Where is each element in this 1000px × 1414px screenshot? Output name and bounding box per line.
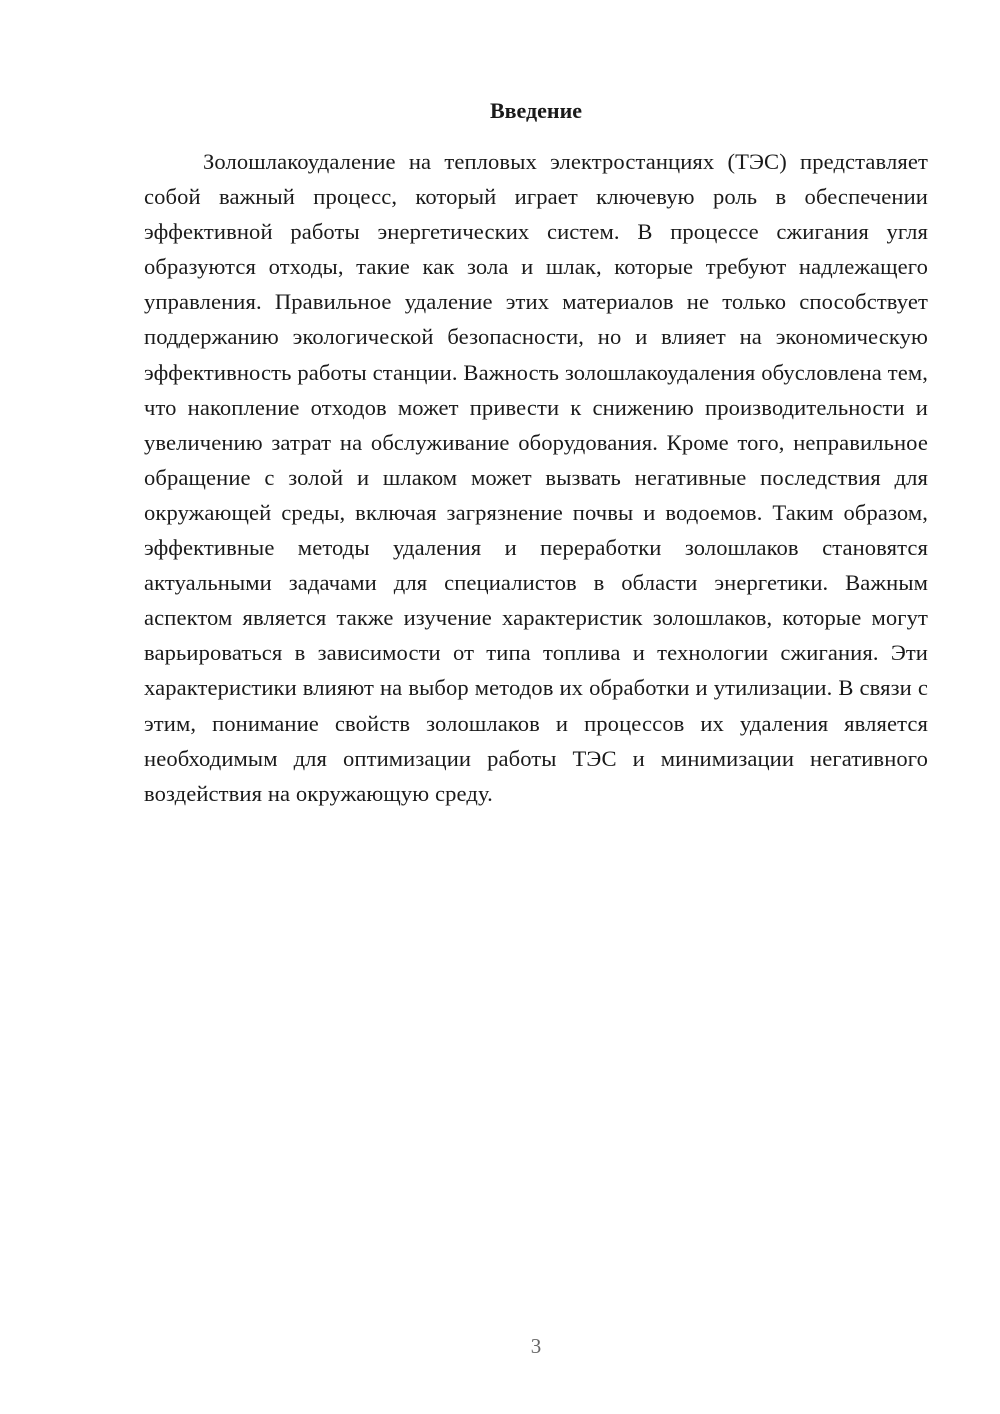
page-number: 3 [530, 1334, 542, 1358]
section-heading: Введение [489, 98, 583, 123]
body-paragraph: Золошлакоудаление на тепловых электростанциях (ТЭС) представляет собой важный процесс, который играет ключевую роль в обеспечении эффективной работы энергетических систем. В процессе сжигания угля образуются отходы, такие как зола и шлак, которые требуют надлежащего управления. Правильное удаление этих материалов не только способствует поддержанию экологической безопасности, но и влияет на экономическую эффективность работы станции. Важность золошлакоудаления обусловлена тем, что накопление отходов может привести к снижению производительности и увеличению затрат на обслуживание оборудования. Кроме того, неправильное обращение с золой и шлаком может вызвать негативные последствия для окружающей среды, включая загрязнение почвы и водоемов. Таким образом, эффективные методы удаления и переработки золошлаков становятся актуальными задачами для специалистов в области энергетики. Важным аспектом является также изучение характеристик золошлаков, которые могут варьироваться в зависимости от типа топлива и технологии сжигания. Эти характеристики влияют на выбор методов их обработки и утилизации. В связи с этим, понимание свойств золошлаков и процессов их удаления является необходимым для оптимизации работы ТЭС и минимизации негативного воздействия на окружающую среду. [144, 149, 928, 806]
